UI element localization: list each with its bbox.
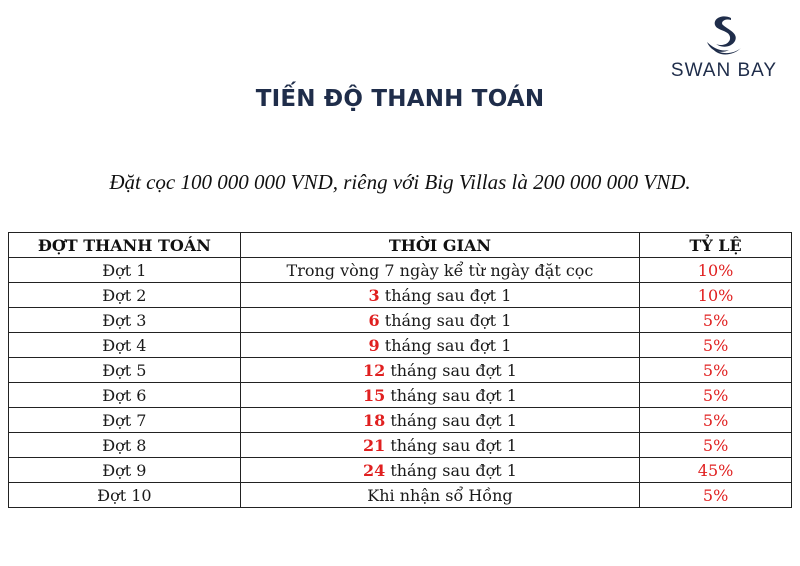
table-row [9, 258, 792, 283]
timing-text: tháng sau đợt 1 [385, 410, 517, 430]
swan-icon [701, 12, 747, 58]
table-row [9, 383, 792, 408]
timing-number: 18 [362, 410, 386, 430]
timing-number: 24 [362, 460, 386, 480]
timing-cell [240, 483, 639, 508]
brand-logo [664, 12, 784, 82]
header-ratio: TỶ LỆ [640, 233, 792, 258]
timing-cell [240, 358, 639, 383]
ratio-cell: 5% [640, 308, 792, 333]
deposit-note: Đặt cọc 100 000 000 VND, riêng với Big Villas là 200 000 000 VND. [109, 170, 691, 194]
ratio-cell: 10% [640, 258, 792, 283]
timing-number: 9 [368, 335, 380, 355]
timing-text: tháng sau đợt 1 [385, 360, 517, 380]
table-row [9, 308, 792, 333]
timing-number: 21 [362, 435, 386, 455]
installment-cell: Đợt 5 [9, 358, 241, 383]
ratio-cell: 45% [640, 458, 792, 483]
table-row [9, 408, 792, 433]
installment-cell: Đợt 6 [9, 383, 241, 408]
timing-text: tháng sau đợt 1 [385, 385, 517, 405]
ratio-cell: 5% [640, 358, 792, 383]
installment-cell: Đợt 10 [9, 483, 241, 508]
payment-schedule-table [8, 232, 792, 508]
table-row [9, 333, 792, 358]
table-row [9, 283, 792, 308]
table-row [9, 458, 792, 483]
page-title: TIẾN ĐỘ THANH TOÁN [255, 86, 545, 112]
timing-number: 3 [368, 285, 380, 305]
timing-cell [240, 458, 639, 483]
timing-text: tháng sau đợt 1 [385, 460, 517, 480]
table-row [9, 358, 792, 383]
timing-text: tháng sau đợt 1 [379, 310, 512, 330]
table-header-row [9, 233, 792, 258]
timing-text: tháng sau đợt 1 [379, 335, 512, 355]
installment-cell: Đợt 4 [9, 333, 241, 358]
installment-cell: Đợt 2 [9, 283, 241, 308]
ratio-cell: 5% [640, 408, 792, 433]
ratio-cell: 5% [640, 483, 792, 508]
timing-number: 15 [362, 385, 386, 405]
ratio-cell: 5% [640, 333, 792, 358]
timing-text: Trong vòng 7 ngày kể từ ngày đặt cọc [286, 260, 594, 280]
timing-cell [240, 333, 639, 358]
header-installment: ĐỢT THANH TOÁN [9, 233, 241, 258]
timing-text: tháng sau đợt 1 [385, 435, 517, 455]
timing-cell [240, 283, 639, 308]
ratio-cell: 10% [640, 283, 792, 308]
timing-text: tháng sau đợt 1 [379, 285, 512, 305]
timing-cell [240, 408, 639, 433]
timing-cell [240, 433, 639, 458]
installment-cell: Đợt 9 [9, 458, 241, 483]
brand-name: SWAN BAY [670, 60, 778, 81]
timing-number: 12 [362, 360, 386, 380]
ratio-cell: 5% [640, 383, 792, 408]
table-row [9, 433, 792, 458]
header-timing: THỜI GIAN [240, 233, 639, 258]
timing-text: Khi nhận sổ Hồng [367, 485, 513, 505]
table-row [9, 483, 792, 508]
timing-cell [240, 383, 639, 408]
installment-cell: Đợt 1 [9, 258, 241, 283]
timing-cell [240, 258, 639, 283]
timing-cell [240, 308, 639, 333]
installment-cell: Đợt 8 [9, 433, 241, 458]
timing-number: 6 [368, 310, 380, 330]
installment-cell: Đợt 7 [9, 408, 241, 433]
installment-cell: Đợt 3 [9, 308, 241, 333]
ratio-cell: 5% [640, 433, 792, 458]
